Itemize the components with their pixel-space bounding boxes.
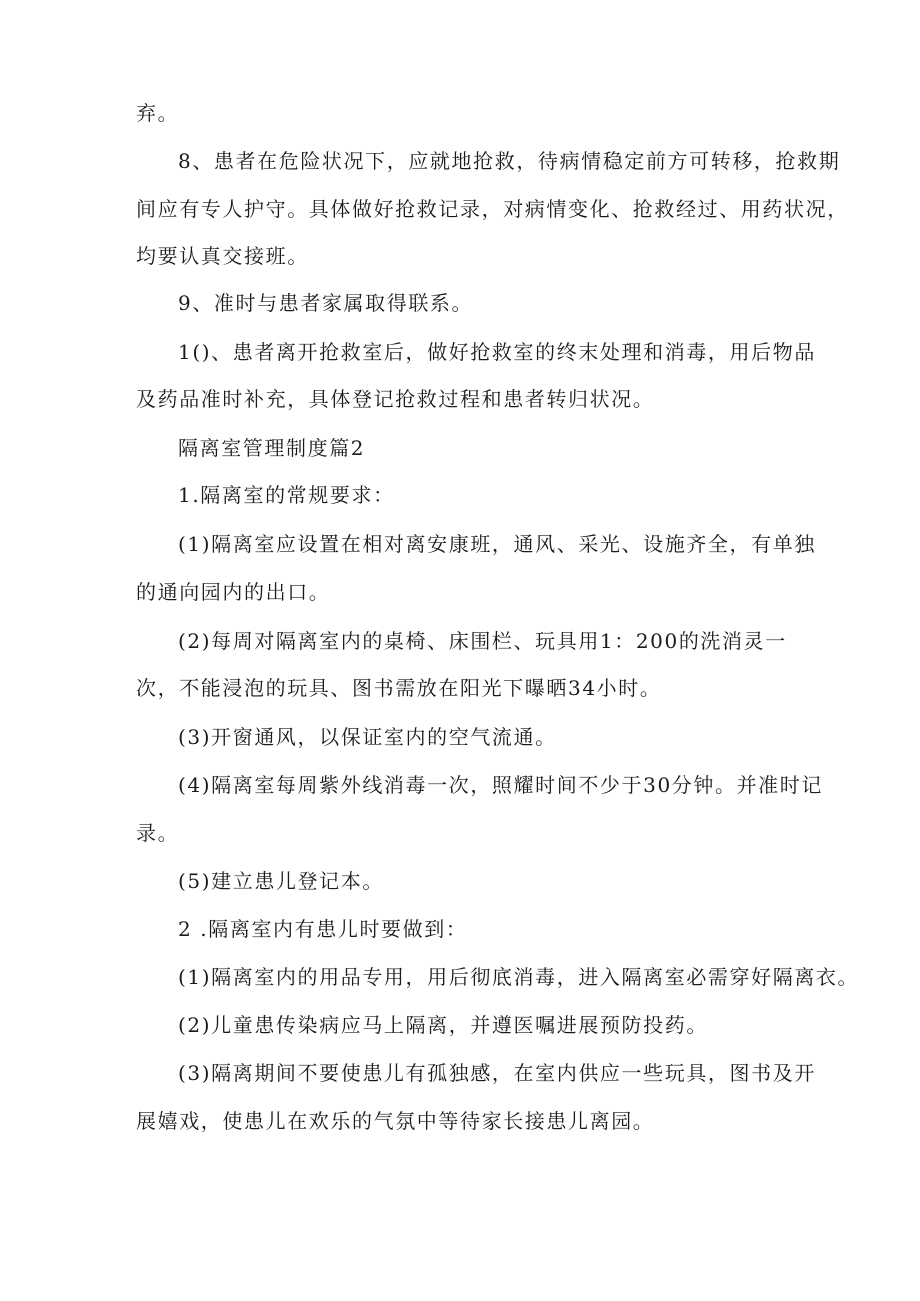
text-line: 1()、患者离开抢救室后，做好抢救室的终末处理和消毒，用后物品 [178,340,816,364]
text-line: 展嬉戏，使患儿在欢乐的气氛中等待家长接患儿离园。 [136,1109,655,1133]
section-heading: 隔离室管理制度篇2 [178,436,366,460]
text-line: 的通向园内的出口。 [136,580,331,604]
text-line: 次，不能浸泡的玩具、图书需放在阳光下曝晒34小时。 [136,676,662,700]
text-line: (5)建立患儿登记本。 [178,869,384,893]
text-line: (1)隔离室内的用品专用，用后彻底消毒，进入隔离室必需穿好隔离衣。 [178,965,860,989]
text-line: 8、患者在危险状况下，应就地抢救，待病情稳定前方可转移，抢救期 [178,149,841,173]
text-line: 2 .隔离室内有患儿时要做到： [178,917,468,941]
text-line: 及药品准时补充，具体登记抢救过程和患者转归状况。 [136,387,655,411]
text-line: (3)开窗通风，以保证室内的空气流通。 [178,725,557,749]
text-line: (3)隔离期间不要使患儿有孤独感，在室内供应一些玩具，图书及开 [178,1061,816,1085]
text-line: 9、准时与患者家属取得联系。 [178,291,474,315]
text-line: (1)隔离室应设置在相对离安康班，通风、采光、设施齐全，有单独 [178,532,816,556]
text-line: 弃。 [136,101,180,125]
text-line: (2)每周对隔离室内的桌椅、床围栏、玩具用1：200的洗消灵一 [178,629,787,653]
text-line: 1.隔离室的常规要求： [178,483,395,507]
text-line: 间应有专人护守。具体做好抢救记录，对病情变化、抢救经过、用药状况， [136,197,849,221]
text-line: 录。 [136,821,180,845]
text-line: (4)隔离室每周紫外线消毒一次，照耀时间不少于30分钟。并准时记 [178,773,823,797]
text-line: 均要认真交接班。 [136,244,309,268]
text-line: (2)儿童患传染病应马上隔离，并遵医嘱进展预防投药。 [178,1013,708,1037]
